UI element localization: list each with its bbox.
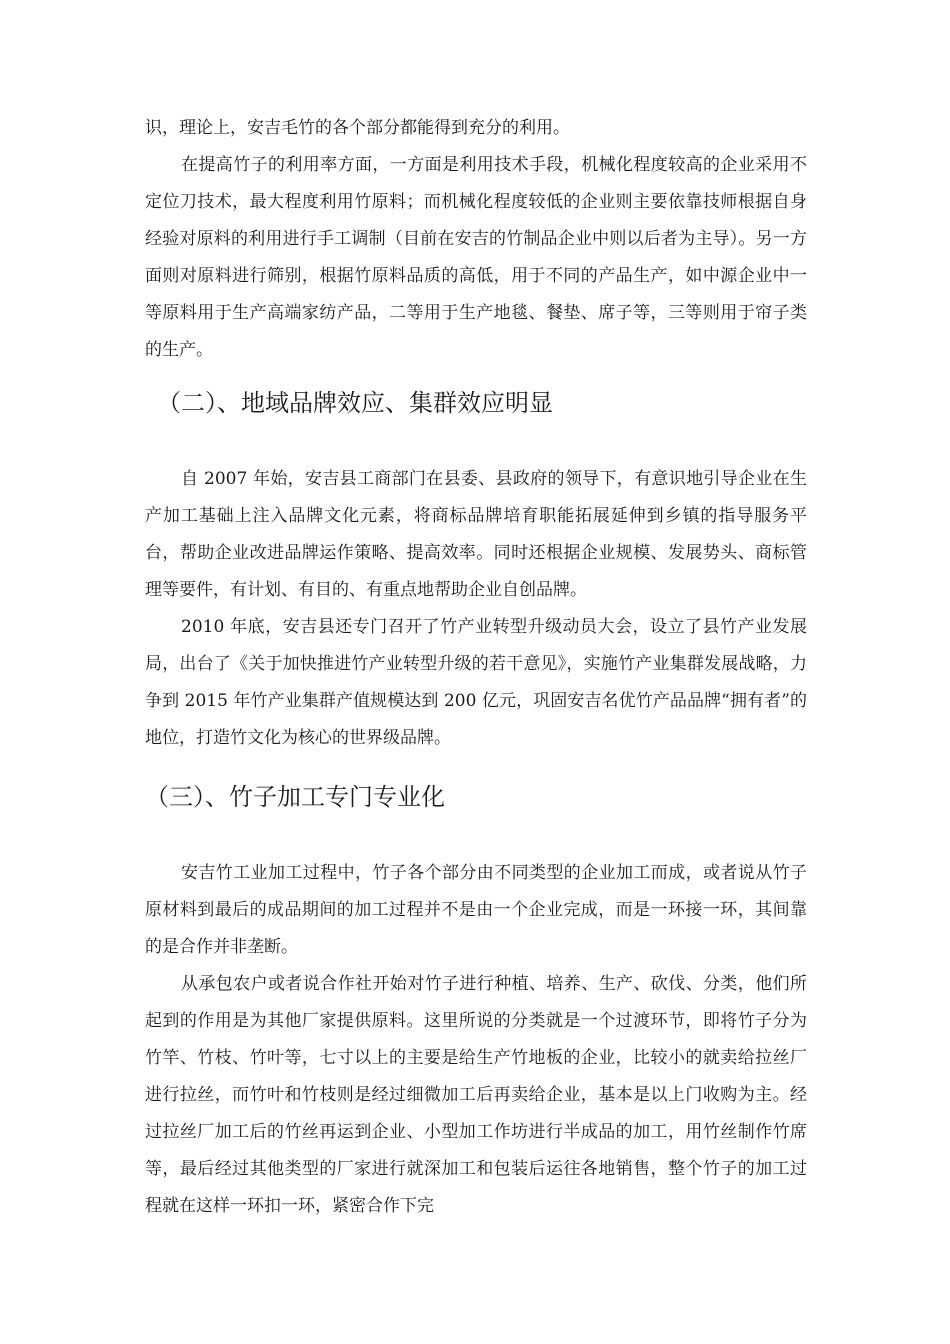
document-page	[145, 110, 807, 1225]
paragraph-continuation: 识，理论上，安吉毛竹的各个部分都能得到充分的利用。	[145, 118, 570, 138]
paragraph-brand-2010: 2010 年底，安吉县还专门召开了竹产业转型升级动员大会，设立了县竹产业发展局，出台了《关于加快推进竹产业转型升级的若干意见》，实施竹产业集群发展战略，力争到 2015 年竹产业集群产值规模达到 200 亿元，巩固安吉名优竹产品品牌“拥有者”的地位，打造竹文化为核心的世界级品牌。	[145, 617, 807, 748]
paragraph-supply-chain: 从承包农户或者说合作社开始对竹子进行种植、培养、生产、砍伐、分类，他们所起到的作用是为其他厂家提供原料。这里所说的分类就是一个过渡环节，即将竹子分为竹竿、竹枝、竹叶等，七寸以上的主要是给生产竹地板的企业，比较小的就卖给拉丝厂进行拉丝，而竹叶和竹枝则是经过细微加工后再卖给企业，基本是以上门收购为主。经过拉丝厂加工后的竹丝再运到企业、小型加工作坊进行半成品的加工，用竹丝制作竹席等，最后经过其他类型的厂家进行就深加工和包装后运往各地销售，整个竹子的加工过程就在这样一环扣一环，紧密合作下完	[145, 974, 807, 1216]
paragraph-processing: 安吉竹工业加工过程中，竹子各个部分由不同类型的企业加工而成，或者说从竹子原材料到最后的成品期间的加工过程并不是由一个企业完成，而是一环接一环，其间靠的是合作并非垄断。	[145, 863, 807, 957]
section-heading-2: （二）、地域品牌效应、集群效应明显	[157, 389, 553, 417]
paragraph-brand-2007: 自 2007 年始，安吉县工商部门在县委、县政府的领导下，有意识地引导企业在生产加工基础上注入品牌文化元素，将商标品牌培育职能拓展延伸到乡镇的指导服务平台，帮助企业改进品牌运作策略、提高效率。同时还根据企业规模、发展势头、商标管理等要件，有计划、有目的、有重点地帮助企业自创品牌。	[145, 469, 807, 600]
paragraph-utilization: 在提高竹子的利用率方面，一方面是利用技术手段，机械化程度较高的企业采用不定位刀技术，最大程度利用竹原料；而机械化程度较低的企业则主要依靠技师根据自身经验对原料的利用进行手工调制（目前在安吉的竹制品企业中则以后者为主导）。另一方面则对原料进行筛别，根据竹原料品质的高低，用于不同的产品生产，如中源企业中一等原料用于生产高端家纺产品，二等用于生产地毯、餐垫、席子等，三等则用于帘子类的生产。	[145, 155, 807, 360]
section-heading-3: （三）、竹子加工专门专业化	[145, 783, 445, 811]
